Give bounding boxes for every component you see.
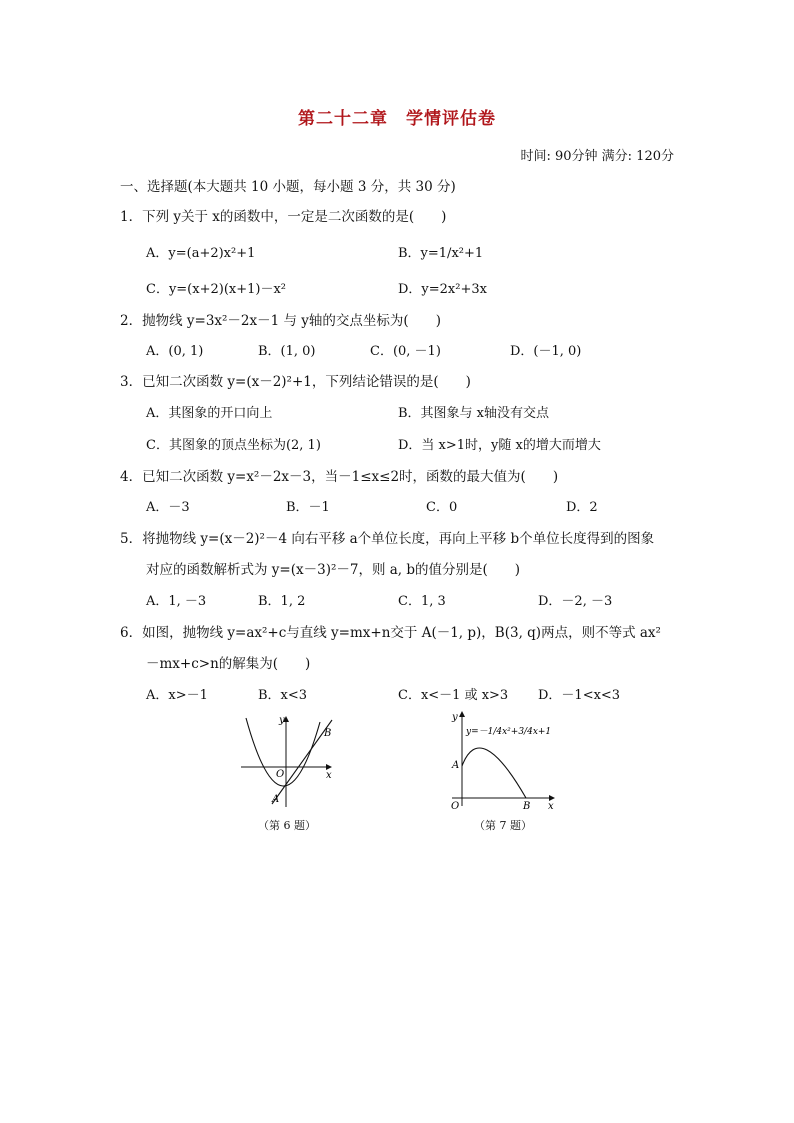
question-5-stem: 5．将抛物线 y=(x－2)²－4 向右平移 a个单位长度，再向上平移 b个单位长度得到的图象 bbox=[120, 531, 655, 547]
q2-option-c: C．(0, －1) bbox=[370, 344, 441, 359]
q3-option-a: A．其图象的开口向上 bbox=[146, 406, 273, 421]
q5-option-c: C．1, 3 bbox=[398, 594, 446, 609]
fig6-line bbox=[272, 720, 332, 804]
q2-option-b: B．(1, 0) bbox=[258, 344, 316, 359]
question-1-stem: 1．下列 y关于 x的函数中，一定是二次函数的是( ) bbox=[120, 209, 447, 225]
q6-option-a: A．x>－1 bbox=[146, 688, 208, 703]
q1-option-c: C．y=(x+2)(x+1)－x² bbox=[146, 282, 287, 297]
fig6-label-y: y bbox=[279, 715, 285, 726]
fig6-label-x: x bbox=[326, 770, 332, 781]
q6-option-b: B．x<3 bbox=[258, 688, 308, 703]
figure-6-graph bbox=[236, 712, 346, 812]
fig7-label-a: A bbox=[452, 760, 460, 771]
fig7-equation: y=－1/4x²+3/4x+1 bbox=[466, 727, 552, 737]
question-5-stem-cont: 对应的函数解析式为 y=(x－3)²－7，则 a, b的值分别是( ) bbox=[146, 562, 521, 578]
fig7-label-y: y bbox=[452, 712, 458, 723]
q6-option-d: D．－1<x<3 bbox=[538, 688, 621, 703]
fig6-label-a: A bbox=[272, 794, 280, 805]
q4-option-b: B．－1 bbox=[286, 500, 330, 515]
q1-option-a: A．y=(a+2)x²+1 bbox=[146, 246, 256, 261]
q4-option-c: C．0 bbox=[426, 500, 458, 515]
question-3-stem: 3．已知二次函数 y=(x－2)²+1，下列结论错误的是( ) bbox=[120, 374, 471, 390]
q1-option-d: D．y=2x²+3x bbox=[398, 282, 487, 297]
q1-option-b: B．y=1/x²+1 bbox=[398, 246, 484, 261]
q2-option-a: A．(0, 1) bbox=[146, 344, 204, 359]
fig7-parabola bbox=[462, 748, 526, 798]
figure-7-caption: （第 7 题） bbox=[474, 819, 532, 832]
q5-option-a: A．1, －3 bbox=[146, 594, 207, 609]
q3-option-d: D．当 x>1时，y随 x的增大而增大 bbox=[398, 438, 601, 453]
q4-option-d: D．2 bbox=[566, 500, 598, 515]
figure-6-caption: （第 6 题） bbox=[258, 819, 316, 832]
exam-meta: 时间: 90分钟 满分: 120分 bbox=[520, 149, 674, 164]
section-heading: 一、选择题(本大题共 10 小题，每小题 3 分，共 30 分) bbox=[120, 179, 456, 195]
fig6-label-b: B bbox=[324, 728, 332, 739]
q3-option-b: B．其图象与 x轴没有交点 bbox=[398, 406, 550, 421]
q5-option-d: D．－2, －3 bbox=[538, 594, 613, 609]
q2-option-d: D．(－1, 0) bbox=[510, 344, 582, 359]
q4-option-a: A．－3 bbox=[146, 500, 190, 515]
q5-option-b: B．1, 2 bbox=[258, 594, 306, 609]
question-6-stem: 6．如图，抛物线 y=ax²+c与直线 y=mx+n交于 A(－1, p)，B(3, q)两点，则不等式 ax² bbox=[120, 625, 661, 641]
question-6-stem-cont: －mx+c>n的解集为( ) bbox=[146, 656, 311, 672]
page-title: 第二十二章 学情评估卷 bbox=[298, 109, 496, 129]
q3-option-c: C．其图象的顶点坐标为(2, 1) bbox=[146, 438, 321, 453]
fig7-label-o: O bbox=[451, 801, 460, 812]
fig7-label-b: B bbox=[523, 801, 531, 812]
figure-7-graph bbox=[444, 708, 560, 812]
q6-option-c: C．x<－1 或 x>3 bbox=[398, 688, 509, 703]
fig7-label-x: x bbox=[548, 801, 554, 812]
question-4-stem: 4．已知二次函数 y=x²－2x－3，当－1≤x≤2时，函数的最大值为( ) bbox=[120, 469, 559, 485]
question-2-stem: 2．抛物线 y=3x²－2x－1 与 y轴的交点坐标为( ) bbox=[120, 313, 441, 329]
fig6-label-o: O bbox=[276, 769, 285, 780]
